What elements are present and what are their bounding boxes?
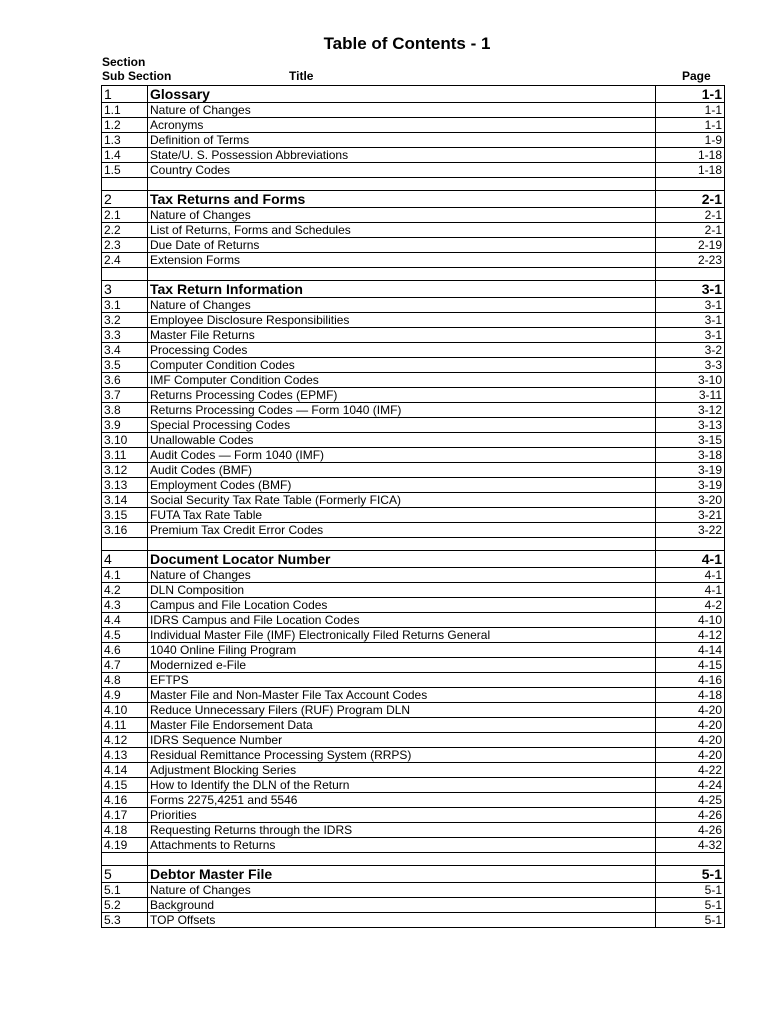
toc-row: [102, 883, 725, 898]
toc-row: [102, 748, 725, 763]
page-number: 2-1: [656, 223, 725, 238]
section-number: 1: [102, 86, 148, 103]
section-number: 4.19: [102, 838, 148, 853]
section-number: 2.3: [102, 238, 148, 253]
section-number: 3.11: [102, 448, 148, 463]
section-number: 2.4: [102, 253, 148, 268]
page-number: 1-18: [656, 163, 725, 178]
page-number: 4-18: [656, 688, 725, 703]
page-number: 4-24: [656, 778, 725, 793]
page-number: 3-13: [656, 418, 725, 433]
entry-title: Audit Codes (BMF): [148, 463, 656, 478]
entry-title: Returns Processing Codes — Form 1040 (IMF): [148, 403, 656, 418]
toc-row: [102, 148, 725, 163]
entry-title: Processing Codes: [148, 343, 656, 358]
entry-title: [148, 853, 656, 866]
toc-row: [102, 913, 725, 928]
section-number: 4.2: [102, 583, 148, 598]
entry-title: FUTA Tax Rate Table: [148, 508, 656, 523]
entry-title: Forms 2275,4251 and 5546: [148, 793, 656, 808]
toc-row: [102, 418, 725, 433]
section-number: 3.1: [102, 298, 148, 313]
section-number: 3: [102, 281, 148, 298]
entry-title: Computer Condition Codes: [148, 358, 656, 373]
page-number: 4-20: [656, 733, 725, 748]
entry-title: Social Security Tax Rate Table (Formerly FICA): [148, 493, 656, 508]
page-number: 3-22: [656, 523, 725, 538]
page-number: 4-1: [656, 568, 725, 583]
section-number: 4.8: [102, 673, 148, 688]
entry-title: Priorities: [148, 808, 656, 823]
page-number: 1-1: [656, 86, 725, 103]
entry-title: Premium Tax Credit Error Codes: [148, 523, 656, 538]
toc-row: [102, 808, 725, 823]
entry-title: [148, 538, 656, 551]
toc-row: [102, 433, 725, 448]
page-number: 3-10: [656, 373, 725, 388]
toc-row: [102, 448, 725, 463]
toc-row: [102, 673, 725, 688]
section-number: 4: [102, 551, 148, 568]
section-row: [102, 86, 725, 103]
entry-title: Master File Returns: [148, 328, 656, 343]
toc-body: [102, 86, 725, 928]
page-number: 4-25: [656, 793, 725, 808]
entry-title: Employment Codes (BMF): [148, 478, 656, 493]
section-number: 4.1: [102, 568, 148, 583]
section-number: 5.2: [102, 898, 148, 913]
section-number: 2.2: [102, 223, 148, 238]
section-number: 5: [102, 866, 148, 883]
toc-row: [102, 208, 725, 223]
section-number: 1.3: [102, 133, 148, 148]
toc-row: [102, 463, 725, 478]
entry-title: Residual Remittance Processing System (RRPS): [148, 748, 656, 763]
entry-title: Campus and File Location Codes: [148, 598, 656, 613]
page-number: 3-21: [656, 508, 725, 523]
spacer-row: [102, 178, 725, 191]
entry-title: Requesting Returns through the IDRS: [148, 823, 656, 838]
toc-row: [102, 703, 725, 718]
toc-row: [102, 163, 725, 178]
entry-title: Glossary: [148, 86, 656, 103]
toc-row: [102, 343, 725, 358]
section-number: [102, 178, 148, 191]
entry-title: Definition of Terms: [148, 133, 656, 148]
page-number: 4-26: [656, 823, 725, 838]
section-number: 4.5: [102, 628, 148, 643]
entry-title: Reduce Unnecessary Filers (RUF) Program DLN: [148, 703, 656, 718]
page-number: 3-19: [656, 463, 725, 478]
section-number: [102, 538, 148, 551]
page-number: 5-1: [656, 898, 725, 913]
toc-row: [102, 628, 725, 643]
entry-title: Nature of Changes: [148, 208, 656, 223]
page-number: 4-20: [656, 718, 725, 733]
header-section: Section: [102, 55, 146, 69]
page-number: [656, 268, 725, 281]
toc-row: [102, 568, 725, 583]
entry-title: Attachments to Returns: [148, 838, 656, 853]
entry-title: Audit Codes — Form 1040 (IMF): [148, 448, 656, 463]
section-number: 3.4: [102, 343, 148, 358]
page-number: 1-1: [656, 103, 725, 118]
page-number: 4-12: [656, 628, 725, 643]
section-number: 1.4: [102, 148, 148, 163]
toc-row: [102, 643, 725, 658]
entry-title: Unallowable Codes: [148, 433, 656, 448]
section-number: 4.18: [102, 823, 148, 838]
entry-title: EFTPS: [148, 673, 656, 688]
entry-title: Acronyms: [148, 118, 656, 133]
entry-title: Background: [148, 898, 656, 913]
toc-row: [102, 298, 725, 313]
entry-title: DLN Composition: [148, 583, 656, 598]
entry-title: Modernized e-File: [148, 658, 656, 673]
entry-title: TOP Offsets: [148, 913, 656, 928]
section-number: 4.6: [102, 643, 148, 658]
page-number: 3-11: [656, 388, 725, 403]
entry-title: Nature of Changes: [148, 568, 656, 583]
entry-title: [148, 178, 656, 191]
entry-title: IDRS Campus and File Location Codes: [148, 613, 656, 628]
toc-row: [102, 508, 725, 523]
entry-title: 1040 Online Filing Program: [148, 643, 656, 658]
page-number: 3-19: [656, 478, 725, 493]
toc-row: [102, 103, 725, 118]
page-number: [656, 853, 725, 866]
entry-title: Tax Return Information: [148, 281, 656, 298]
section-number: 3.14: [102, 493, 148, 508]
page-number: 1-18: [656, 148, 725, 163]
page-number: 3-1: [656, 328, 725, 343]
page-number: 3-1: [656, 298, 725, 313]
page-number: 4-1: [656, 551, 725, 568]
toc-row: [102, 838, 725, 853]
header-title: Title: [289, 69, 314, 83]
section-number: 4.7: [102, 658, 148, 673]
toc-row: [102, 133, 725, 148]
page-number: 2-19: [656, 238, 725, 253]
section-row: [102, 191, 725, 208]
page-number: 4-26: [656, 808, 725, 823]
section-number: 4.14: [102, 763, 148, 778]
page-number: 3-18: [656, 448, 725, 463]
page-number: 4-1: [656, 583, 725, 598]
entry-title: Nature of Changes: [148, 103, 656, 118]
entry-title: Employee Disclosure Responsibilities: [148, 313, 656, 328]
toc-row: [102, 823, 725, 838]
section-number: 5.3: [102, 913, 148, 928]
section-number: 1.2: [102, 118, 148, 133]
toc-row: [102, 328, 725, 343]
toc-row: [102, 493, 725, 508]
entry-title: Individual Master File (IMF) Electronically Filed Returns General: [148, 628, 656, 643]
entry-title: Special Processing Codes: [148, 418, 656, 433]
section-number: 4.11: [102, 718, 148, 733]
page-number: 4-16: [656, 673, 725, 688]
section-row: [102, 281, 725, 298]
page-number: 4-10: [656, 613, 725, 628]
page-number: [656, 538, 725, 551]
section-number: 4.13: [102, 748, 148, 763]
section-number: 2.1: [102, 208, 148, 223]
entry-title: Due Date of Returns: [148, 238, 656, 253]
entry-title: State/U. S. Possession Abbreviations: [148, 148, 656, 163]
section-number: 3.12: [102, 463, 148, 478]
toc-row: [102, 718, 725, 733]
page-number: 3-12: [656, 403, 725, 418]
page-number: 4-32: [656, 838, 725, 853]
section-number: 4.3: [102, 598, 148, 613]
section-number: 5.1: [102, 883, 148, 898]
page-number: 5-1: [656, 913, 725, 928]
section-number: 4.4: [102, 613, 148, 628]
toc-row: [102, 793, 725, 808]
entry-title: Adjustment Blocking Series: [148, 763, 656, 778]
section-row: [102, 551, 725, 568]
section-number: 1.5: [102, 163, 148, 178]
page-number: 3-1: [656, 281, 725, 298]
toc-table: [101, 85, 725, 928]
spacer-row: [102, 538, 725, 551]
toc-row: [102, 373, 725, 388]
toc-row: [102, 898, 725, 913]
toc-row: [102, 118, 725, 133]
spacer-row: [102, 853, 725, 866]
page-number: 5-1: [656, 866, 725, 883]
toc-row: [102, 778, 725, 793]
entry-title: Tax Returns and Forms: [148, 191, 656, 208]
toc-row: [102, 658, 725, 673]
entry-title: Extension Forms: [148, 253, 656, 268]
entry-title: List of Returns, Forms and Schedules: [148, 223, 656, 238]
section-number: 4.10: [102, 703, 148, 718]
header-page: Page: [682, 69, 711, 83]
toc-row: [102, 223, 725, 238]
section-number: 4.17: [102, 808, 148, 823]
page-number: 4-2: [656, 598, 725, 613]
section-number: 3.8: [102, 403, 148, 418]
section-number: [102, 853, 148, 866]
section-number: 3.16: [102, 523, 148, 538]
section-number: 3.2: [102, 313, 148, 328]
toc-row: [102, 388, 725, 403]
entry-title: Document Locator Number: [148, 551, 656, 568]
toc-row: [102, 583, 725, 598]
page-number: 2-1: [656, 191, 725, 208]
page-number: 2-1: [656, 208, 725, 223]
page-title: Table of Contents - 1: [323, 34, 491, 53]
section-number: 3.13: [102, 478, 148, 493]
toc-row: [102, 238, 725, 253]
toc-row: [102, 358, 725, 373]
page-number: 3-2: [656, 343, 725, 358]
section-number: 4.9: [102, 688, 148, 703]
page-number: 4-14: [656, 643, 725, 658]
page-number: 5-1: [656, 883, 725, 898]
toc-row: [102, 403, 725, 418]
section-number: [102, 268, 148, 281]
section-number: 3.6: [102, 373, 148, 388]
page-number: 2-23: [656, 253, 725, 268]
section-number: 4.15: [102, 778, 148, 793]
toc-row: [102, 688, 725, 703]
entry-title: Returns Processing Codes (EPMF): [148, 388, 656, 403]
section-number: 3.15: [102, 508, 148, 523]
page-number: 4-20: [656, 703, 725, 718]
page-number: 3-20: [656, 493, 725, 508]
toc-row: [102, 253, 725, 268]
page-number: 3-15: [656, 433, 725, 448]
section-number: 3.5: [102, 358, 148, 373]
section-number: 3.10: [102, 433, 148, 448]
entry-title: Country Codes: [148, 163, 656, 178]
page-number: 4-20: [656, 748, 725, 763]
page-number: 1-1: [656, 118, 725, 133]
page-number: 1-9: [656, 133, 725, 148]
page-number: 4-22: [656, 763, 725, 778]
entry-title: [148, 268, 656, 281]
entry-title: IMF Computer Condition Codes: [148, 373, 656, 388]
entry-title: Nature of Changes: [148, 883, 656, 898]
entry-title: Master File and Non-Master File Tax Account Codes: [148, 688, 656, 703]
section-number: 1.1: [102, 103, 148, 118]
toc-row: [102, 478, 725, 493]
entry-title: How to Identify the DLN of the Return: [148, 778, 656, 793]
section-number: 3.9: [102, 418, 148, 433]
section-row: [102, 866, 725, 883]
section-number: 4.16: [102, 793, 148, 808]
section-number: 3.7: [102, 388, 148, 403]
toc-row: [102, 523, 725, 538]
section-number: 2: [102, 191, 148, 208]
toc-row: [102, 613, 725, 628]
page-number: 3-3: [656, 358, 725, 373]
page-number: 4-15: [656, 658, 725, 673]
toc-row: [102, 313, 725, 328]
page-number: [656, 178, 725, 191]
entry-title: Nature of Changes: [148, 298, 656, 313]
page-number: 3-1: [656, 313, 725, 328]
section-number: 4.12: [102, 733, 148, 748]
header-sub-section: Sub Section: [102, 69, 172, 83]
entry-title: IDRS Sequence Number: [148, 733, 656, 748]
toc-row: [102, 598, 725, 613]
section-number: 3.3: [102, 328, 148, 343]
toc-row: [102, 763, 725, 778]
toc-row: [102, 733, 725, 748]
entry-title: Debtor Master File: [148, 866, 656, 883]
spacer-row: [102, 268, 725, 281]
entry-title: Master File Endorsement Data: [148, 718, 656, 733]
